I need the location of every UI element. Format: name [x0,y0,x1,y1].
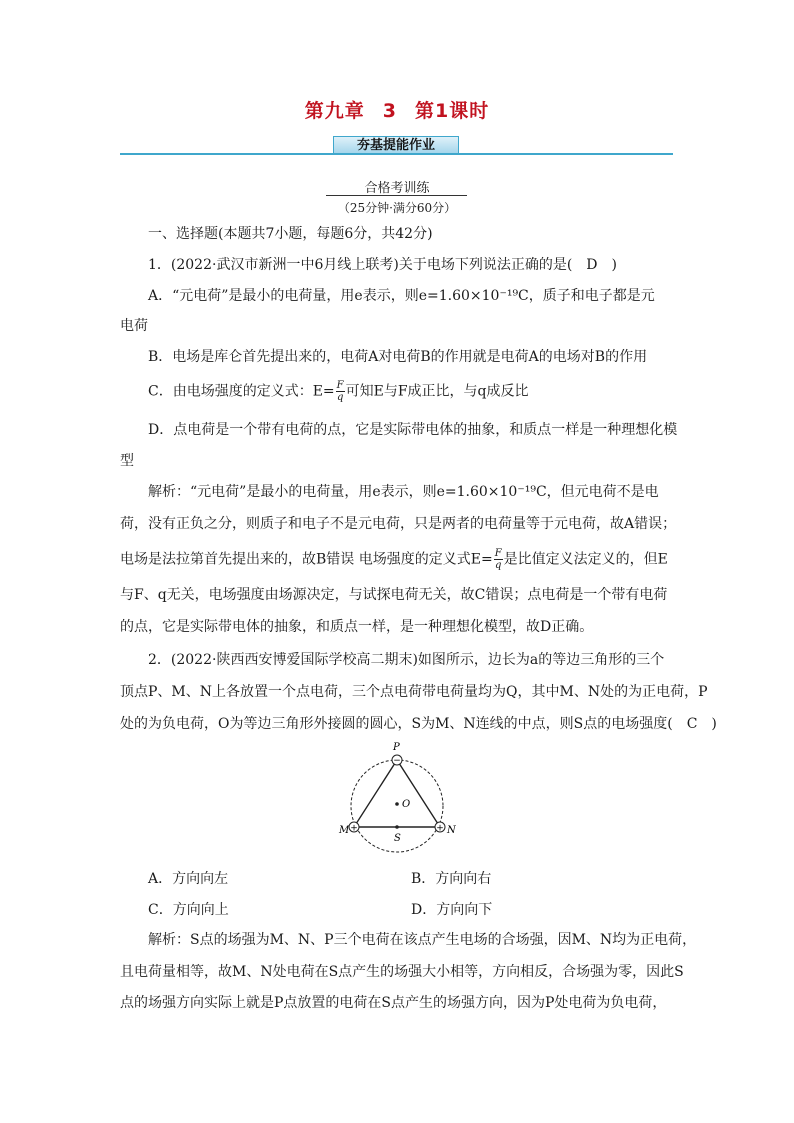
label-o: O [402,799,411,810]
q1-option-a: A．“元电荷”是最小的电荷量，用e表示，则e=1.60×10⁻¹⁹C，质子和电子都是元 [148,288,655,304]
q2-analysis-3: 点的场强方向实际上就是P点放置的电荷在S点产生的场强方向，因为P处电荷为负电荷， [120,995,667,1011]
subheader-name: 合格考训练 [364,181,430,196]
subheader-divider [326,195,467,196]
label-n: N [447,825,456,836]
fraction-numerator: F [494,548,502,559]
triangle-diagram [330,738,464,862]
fraction-numerator: F [336,380,344,391]
q2-option-d: D．方向向下 [411,902,493,918]
q1-analysis-3-pre: 电场是法拉第首先提出来的，故B错误 电场强度的定义式E= [120,551,493,568]
label-s: S [394,833,401,844]
point-o [395,802,399,806]
q1-analysis-3-post: 是比值定义法定义的，但E [503,551,668,568]
fraction-denominator: q [494,560,502,571]
section-heading: 一、选择题(本题共7小题，每题6分，共42分) [148,226,433,242]
section-label: 3 [382,100,397,122]
q1-option-d: D．点电荷是一个带有电荷的点，它是实际带电体的抽象，和质点一样是一种理想化模 [148,422,678,438]
q2-stem-2: 顶点P、M、N上各放置一个点电荷，三个点电荷带电荷量均为Q，其中M、N处的为正电荷，P [120,684,708,700]
q1-stem: 1．(2022·武汉市新洲一中6月线上联考)关于电场下列说法正确的是( D ) [148,257,617,273]
chapter-label: 第九章 [304,100,365,122]
q1-analysis-1: 解析：“元电荷”是最小的电荷量，用e表示，则e=1.60×10⁻¹⁹C，但元电荷不是电 [148,484,659,500]
q1-fraction [336,380,345,403]
q2-analysis-1: 解析：S点的场强为M、N、P三个电荷在该点产生电场的合场强，因M、N均为正电荷， [148,932,697,948]
subheader-info: （25分钟·满分60分） [337,201,457,215]
plus-sign: + [350,823,358,834]
q1-option-c [120,380,703,403]
page-title [0,96,794,123]
q2-option-c: C．方向向上 [148,902,229,918]
q2-stem-3: 处的为负电荷，O为等边三角形外接圆的圆心，S为M、N连线的中点，则S点的电场强度( C ) [120,716,717,732]
q2-option-b: B．方向向右 [411,871,492,887]
q2-stem-1: 2．(2022·陕西西安博爱国际学校高二期末)如图所示，边长为a的等边三角形的三个 [148,652,665,668]
q1-analysis-4: 与F、q无关，电场强度由场源决定，与试探电荷无关，故C错误；点电荷是一个带有电荷 [120,587,668,603]
fraction-denominator: q [336,392,344,403]
q1-option-b: B．电场是库仑首先提出来的，电荷A对电荷B的作用就是电荷A的电场对B的作用 [148,349,648,365]
q1-option-c-pre: C．由电场强度的定义式：E= [148,383,335,400]
q1-option-d-cont: 型 [120,453,134,469]
minus-sign: − [393,756,401,766]
q2-option-a: A．方向向左 [148,871,229,887]
lesson-label: 第1课时 [415,100,490,122]
q1-option-a-cont: 电荷 [120,318,148,334]
label-p: P [393,742,400,753]
plus-sign: + [436,823,444,834]
banner-tab: 夯基提能作业 [333,136,459,155]
point-s [395,825,399,829]
equilateral-triangle [354,760,440,827]
q2-analysis-2: 且电荷量相等，故M、N处电荷在S点产生的场强大小相等，方向相反，合场强为零，因此S [120,964,684,980]
q1-analysis-2: 荷，没有正负之分，则质子和电子不是元电荷，只是两者的电荷量等于元电荷，故A错误； [120,516,677,532]
label-m: M [339,825,350,836]
q1-analysis-fraction [494,548,503,571]
q1-option-c-post: 可知E与F成正比，与q成反比 [345,383,529,400]
q1-analysis-5: 的点，它是实际带电体的抽象，和质点一样，是一种理想化模型，故D正确。 [120,619,594,635]
banner-divider [120,153,673,155]
q1-analysis-3 [120,548,675,571]
